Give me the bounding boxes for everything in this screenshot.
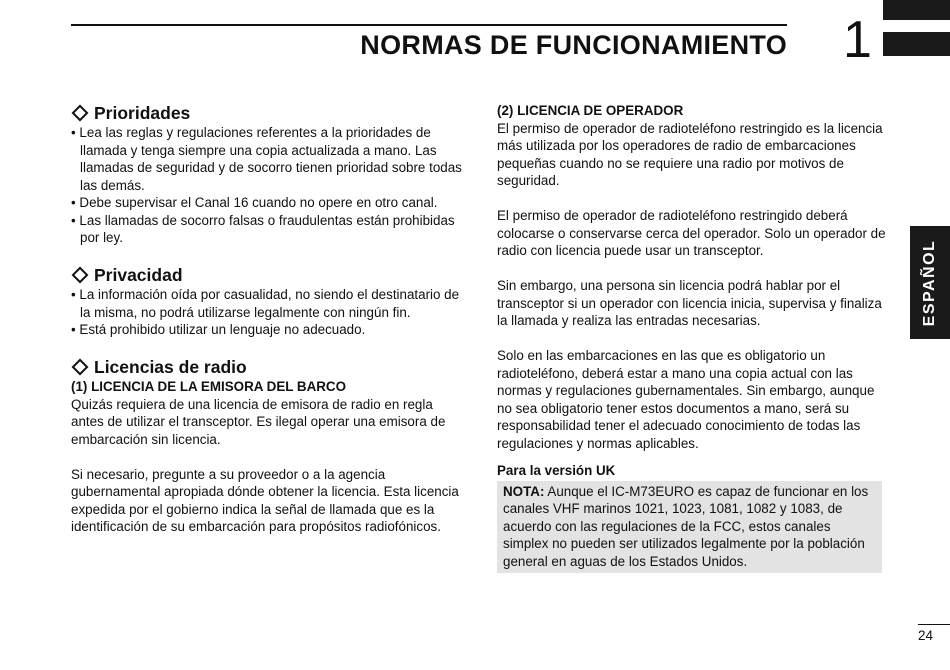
list-item: • Lea las reglas y regulaciones referentes a la prioridades de llamada y tenga siempre una copia actualizada a mano. Las llamadas de seguridad y de socorro tienen prioridad sobre todas las demás.: [71, 124, 466, 194]
left-column: [71, 102, 466, 536]
paragraph: Solo en las embarcaciones en las que es obligatorio un radioteléfono, deberá estar a mano una copia actual con las normas y regulaciones gubernamentales. Sin embargo, aunque no sea obligatorio tener estos documentos a mano, será su responsabilidad tener el adecuado conocimiento de todas las regulaciones y normas aplicables.: [497, 348, 875, 451]
paragraph: Quizás requiera de una licencia de emisora de radio en regla antes de utilizar el transceptor. Es ilegal operar una emisora de embarcación sin licencia.: [71, 396, 446, 447]
paragraph: Si necesario, pregunte a su proveedor o a la agencia gubernamental apropiada dónde obtener la licencia. Esta licencia expedida por el gobierno indica la señal de llamada que es la identificación de su embarcación para propósitos radiofónicos.: [71, 466, 459, 534]
section-heading-text: Licencias de radio: [94, 357, 247, 377]
right-column: [497, 102, 892, 573]
note-box: [497, 481, 882, 574]
language-tab-label: ESPAÑOL: [921, 239, 938, 326]
note-label: NOTA:: [503, 483, 545, 499]
paragraph: El permiso de operador de radioteléfono restringido deberá colocarse o conservarse cerca del operador. Solo un operador de radio con licencia puede usar un transceptor.: [497, 208, 886, 258]
chapter-tab-bar-bottom: [883, 32, 950, 56]
section-heading-privacy: [71, 264, 466, 286]
section-heading-licenses: [71, 356, 466, 378]
section-heading-text: Prioridades: [94, 103, 191, 123]
subheading-ship-station-license: (1) LICENCIA DE LA EMISORA DEL BARCO: [71, 379, 347, 394]
paragraph: Sin embargo, una persona sin licencia podrá hablar por el transceptor si un operador con licencia inicia, supervisa y finaliza la llamada y realiza las entradas necesarias.: [497, 278, 882, 328]
list-item: • Las llamadas de socorro falsas o fraudulentas están prohibidas por ley.: [71, 212, 466, 247]
diamond-icon: [72, 359, 89, 376]
uk-version-heading: Para la versión UK: [497, 463, 616, 478]
language-tab: [910, 226, 950, 339]
paragraph: El permiso de operador de radioteléfono restringido es la licencia más utilizada por los operadores de radio de embarcaciones pequeñas cuando no se requiere una radio por motivos de seguridad.: [497, 120, 883, 188]
chapter-number: 1: [843, 11, 872, 69]
section-heading-priorities: [71, 102, 466, 124]
page-number: 24: [918, 628, 934, 643]
list-item: • Debe supervisar el Canal 16 cuando no opere en otro canal.: [71, 194, 466, 212]
subheading-operator-license: (2) LICENCIA DE OPERADOR: [497, 103, 684, 118]
list-item: • La información oída por casualidad, no siendo el destinatario de la misma, no podrá utilizarse legalmente con ningún fin.: [71, 286, 466, 321]
diamond-icon: [72, 105, 89, 122]
diamond-icon: [72, 267, 89, 284]
list-item: • Está prohibido utilizar un lenguaje no adecuado.: [71, 321, 466, 339]
page-title: NORMAS DE FUNCIONAMIENTO: [360, 30, 787, 60]
header-rule: [71, 24, 787, 26]
privacy-list: [71, 286, 466, 339]
priorities-list: [71, 124, 466, 247]
footer-rule: [918, 624, 950, 625]
section-heading-text: Privacidad: [94, 265, 183, 285]
chapter-tab-bar-top: [883, 0, 950, 20]
note-text: Aunque el IC-M73EURO es capaz de funcionar en los canales VHF marinos 1021, 1023, 1081, 1082 y 1083, de acuerdo con las regulaciones de la FCC, estos canales simplex no pueden ser utilizados legalmente por la población general en aguas de los Estados Unidos.: [503, 483, 869, 569]
